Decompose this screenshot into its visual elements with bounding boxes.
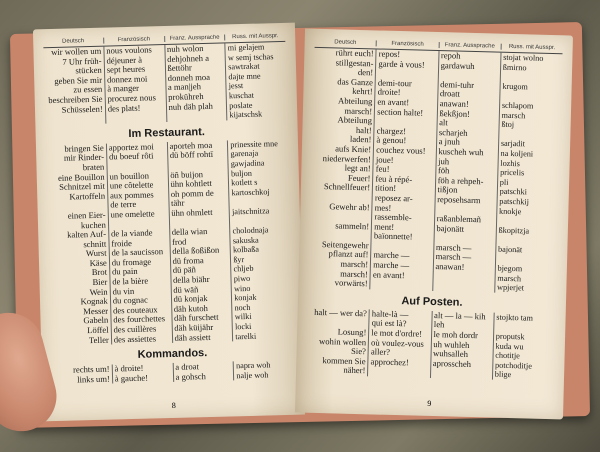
russian-column: prinessite mne garenaja gawjadina buljon kotlett s kartoschkoj jaitschnitza cholodnaja sakuska kolbaßa ßyr chljeb piwo wino konjak noch wilki locki tarelki <box>230 138 278 341</box>
french-column: apportez moi du boeuf rôti un bouillon une côtelette aux pommes de terre une omelette de la viande froide de la saucisson du fromage du pain de la bière du vin du cognac des couteaux des fourchettes des cuillères des assiettes <box>107 142 173 345</box>
phrase-table <box>43 42 287 125</box>
phrase-table <box>306 308 556 382</box>
russian-column: stojkto tam proputsk kuda wu chotitje potchoditje blige <box>494 312 534 380</box>
german-column: bringen Sie mir Rinder- braten eine Bouillon Schnitzel mit Kartoffeln einen Eier- kuchen kalten Auf- schnitt Wurst Käse Brot Bier Wein Kognak Messer Gabeln Löffel Teller <box>46 143 112 346</box>
left-page <box>33 23 305 422</box>
pronunciation-column: nuh wolon dehjohneh a ßettöhr donneh moa a man|jeh prokühreh nuh däh plah <box>165 43 228 121</box>
german-column: rührt euch! stillgestan- den! das Ganze kehrt! Abteilung marsch! Abteilung halt! laden! aufs Knie! niederwerfen! legt an! Feuer! Schnellfeuer! Gewehr ab! sammeln! Seitengewehr pflanzt auf! marsch! marsch! vorwärts! <box>308 48 377 289</box>
section-heading: Auf Posten. <box>401 295 463 309</box>
right-page <box>295 29 573 420</box>
section-heading: Kommandos. <box>137 347 208 362</box>
pronunciation-column: a droat a gohsch <box>173 362 234 383</box>
pronunciation-column: aporteh moa dü böff rohtī öñ buijon ühn kohtlett oh pomm de tähr ühn ohmlett della wian frod della ßoßißon dü froma dü päñ della biähr dü wäñ dü konjak däh kutoh däh furschett däh küijähr däh assiett <box>167 140 233 343</box>
header-french: Französisch <box>104 36 165 44</box>
russian-column: mi gelajem w semj tschas sawtrakat dajte mne jesst kuschat poslate kijatschsk <box>227 42 274 120</box>
header-french: Französisch <box>377 40 439 48</box>
german-column: halt — wer da? Losung! wohin wollen Sie? kommen Sie näher! <box>306 308 370 377</box>
pronunciation-column: repoh gardawuh demi-tuhr droatt anawan! ßekßjon! alt scharjeh a jnuh kuscheh wuh juh föh föh a rehpeh- tißjon reposehsarm raßanblemañ bajonätt marsch — marsch — anawan! <box>433 51 502 292</box>
header-german: Deutsch <box>315 39 377 47</box>
page-number: 9 <box>427 398 432 408</box>
pronunciation-column: alt — la — kih leh le moh dordr uh wuhleh wuhsalleh aprosscheh <box>430 311 494 380</box>
page-number: 8 <box>171 400 176 410</box>
french-column: repos! garde à vous! demi-tour droite! en avant! section halte! chargez! à genou! couchez vous! joue! feu! feu à répé- tition! reposez ar- mes! rassemble- ment! baïonnette! marche — marche — en avant! <box>371 49 440 290</box>
german-column: wir wollen um 7 Uhr früh- stücken geben Sie mir zu essen beschreiben Sie Schüsselen! <box>43 47 106 125</box>
phrase-table <box>308 48 562 294</box>
phrase-table <box>52 360 294 386</box>
french-column: à droite! à gauche! <box>112 363 173 384</box>
header-russian: Russ. mit Ausspr. <box>508 43 556 52</box>
french-column: nous voulons déjeuner à sept heures donnez moi à manger procurez nous des plats! <box>104 45 167 123</box>
french-column: halte-là — qui est là? le mot d'ordre! où voulez-vous aller? approchez! <box>368 309 432 378</box>
section-heading: Im Restaurant. <box>128 125 206 140</box>
header-pronunciation: Franz. Aussprache <box>165 34 226 42</box>
russian-column: napra woh nalje woh <box>235 360 271 381</box>
header-pronunciation: Franz. Aussprache <box>439 42 501 50</box>
header-german: Deutsch <box>43 38 104 46</box>
german-column: rechts um! links um! <box>52 365 113 386</box>
russian-column: stojat wolno ßmirno krugom schlapom marsch ßtoj sarjadit na koljeni lozhis pricelis pli patschki patschkij knokje ßkopitzja bajonät bjegom marsch wpjerjet <box>496 52 544 293</box>
phrase-table <box>46 139 293 347</box>
header-russian: Russ. mit Ausspr. <box>232 33 279 41</box>
